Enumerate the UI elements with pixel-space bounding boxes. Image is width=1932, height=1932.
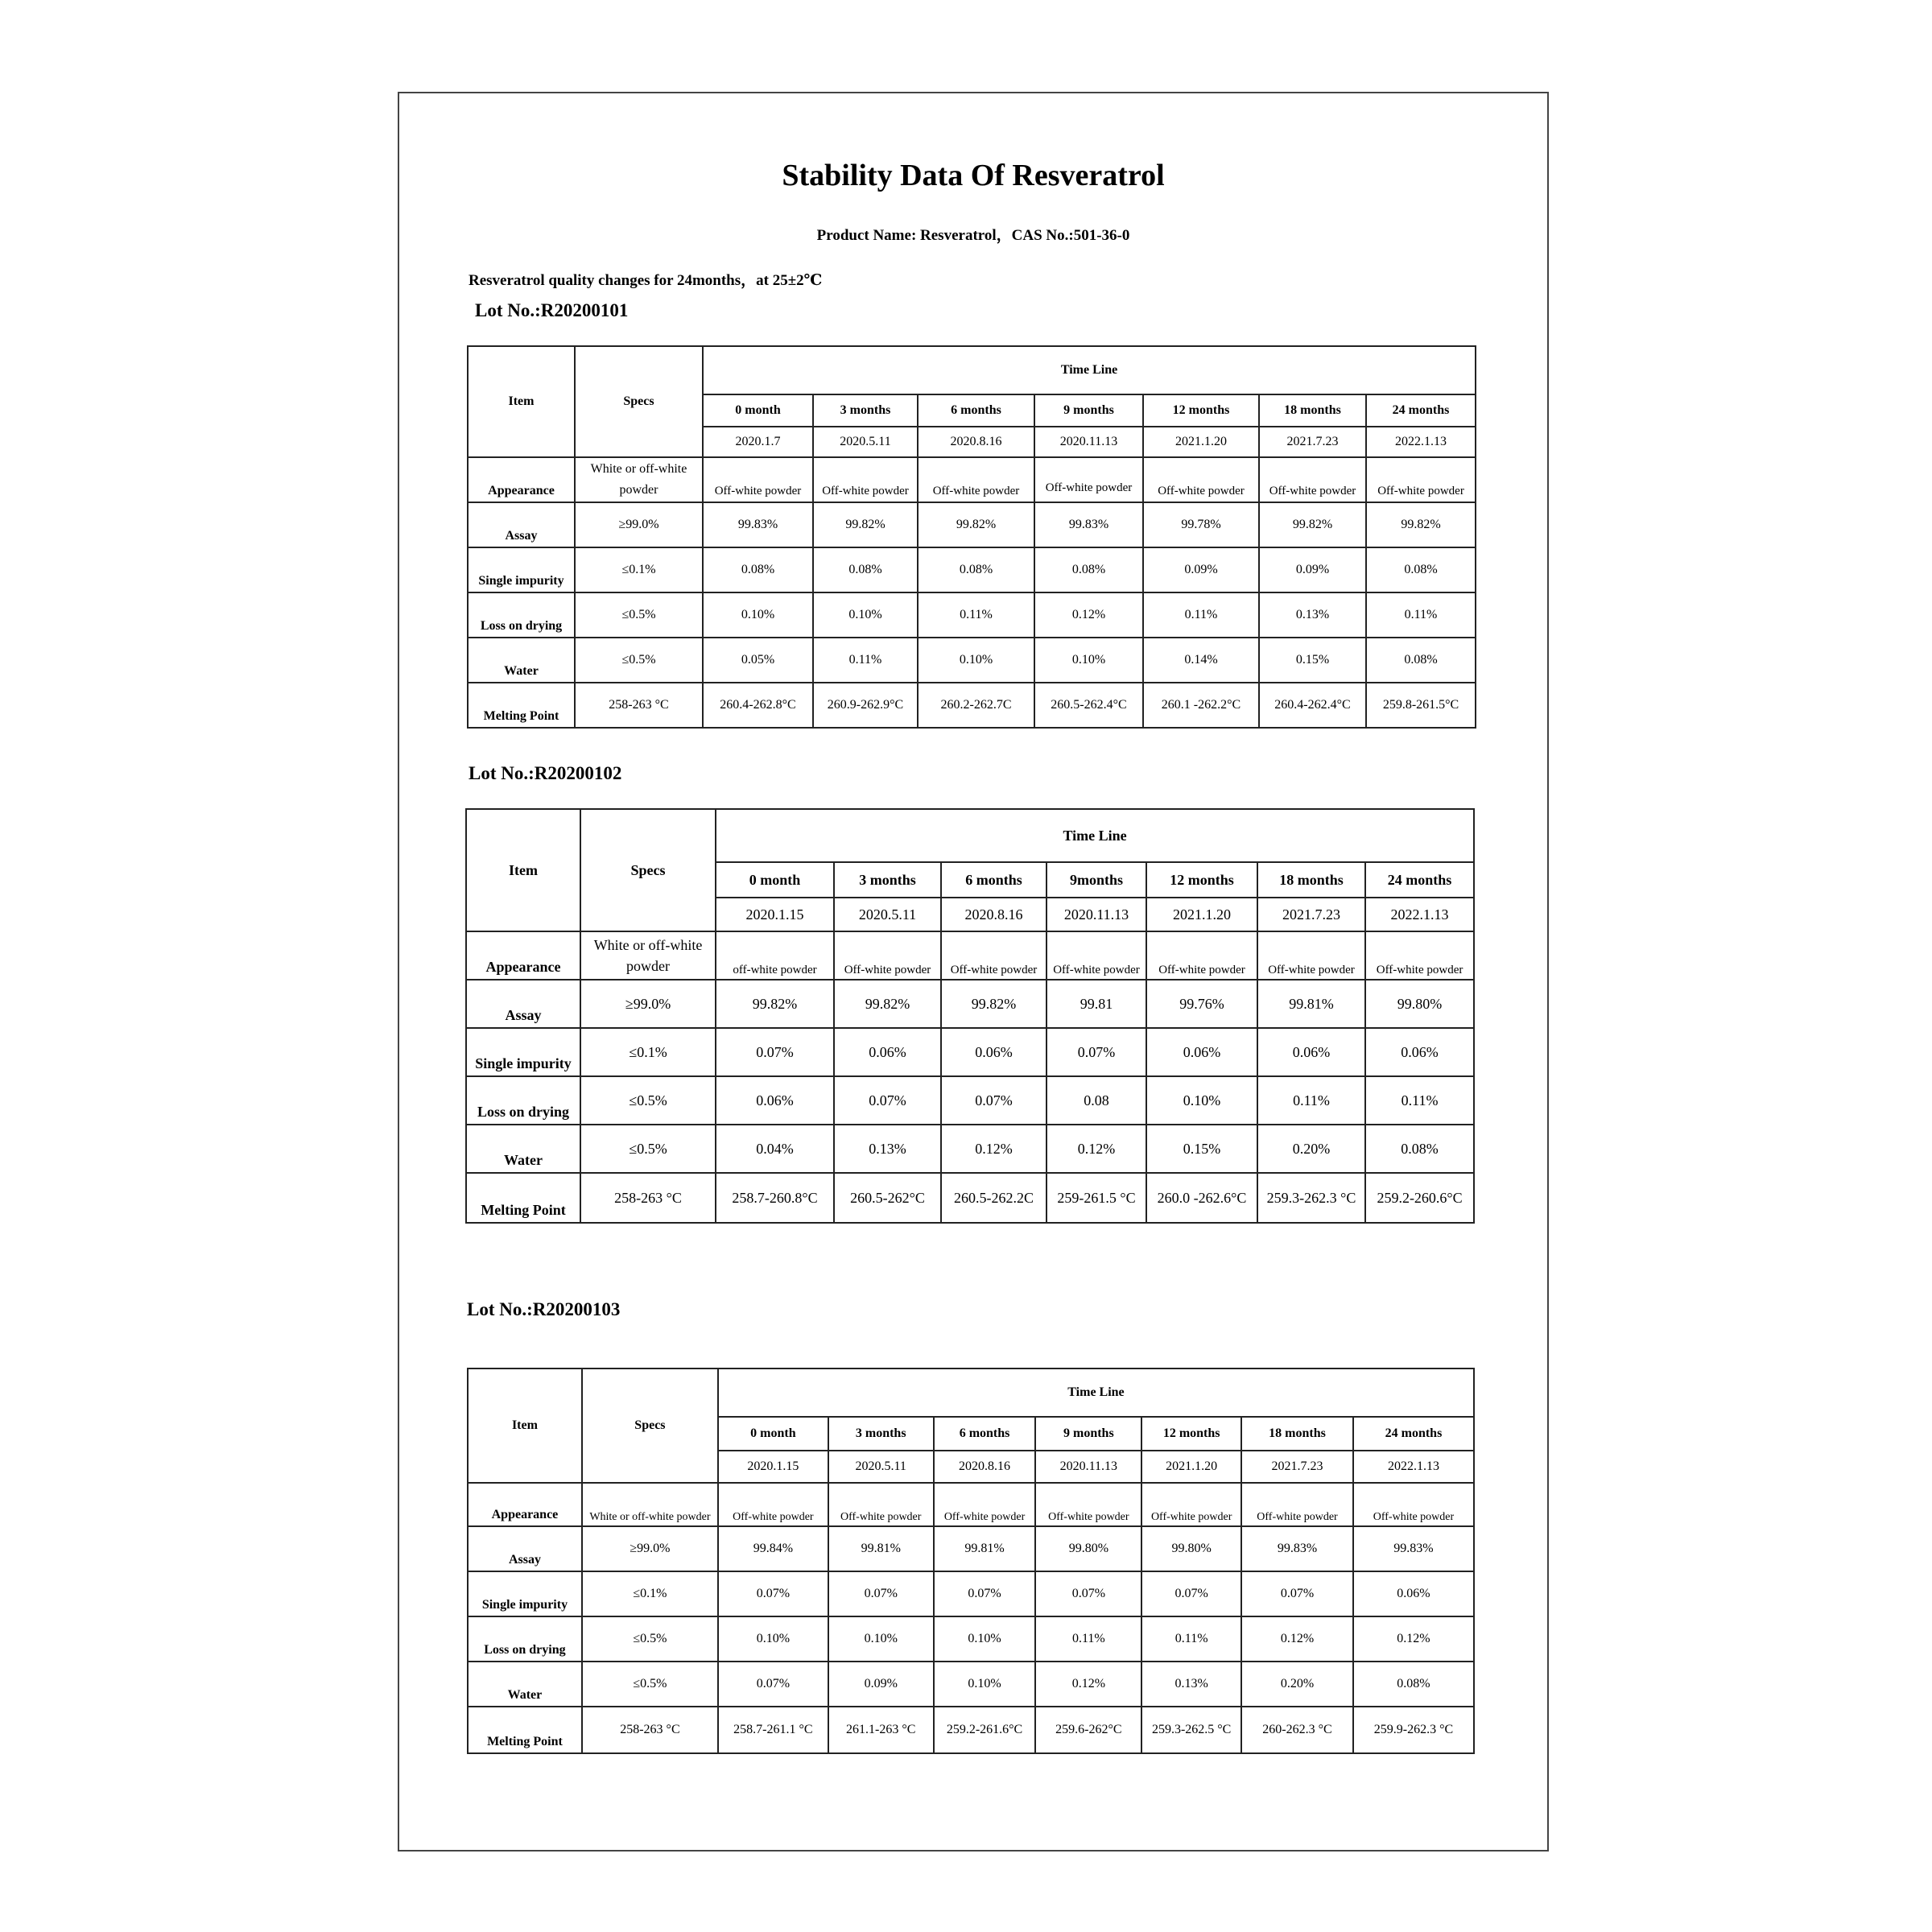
row-spec: ≤0.5% (580, 1076, 716, 1125)
result-cell: 0.08% (1366, 638, 1476, 683)
result-cell: 0.11% (918, 592, 1034, 638)
result-cell: 0.08% (1034, 547, 1143, 592)
result-cell: 0.07% (1046, 1028, 1146, 1076)
row-item-label: Single impurity (468, 1571, 582, 1616)
month-header: 12 months (1141, 1417, 1241, 1451)
result-cell: 0.07% (718, 1571, 828, 1616)
month-header: 6 months (918, 394, 1034, 427)
result-cell: 0.07% (1035, 1571, 1141, 1616)
result-cell: 260.5-262°C (834, 1173, 941, 1223)
test-date: 2021.7.23 (1257, 898, 1365, 931)
row-spec: ≤0.5% (575, 638, 703, 683)
row-spec: ≥99.0% (582, 1526, 718, 1571)
result-cell: 260.5-262.2C (941, 1173, 1046, 1223)
time-line-header: Time Line (703, 346, 1476, 394)
stability-table-lot-1 (467, 345, 1476, 729)
result-cell: 99.76% (1146, 980, 1257, 1028)
result-cell: 99.83% (1353, 1526, 1474, 1571)
result-cell: 0.12% (1046, 1125, 1146, 1173)
result-cell: 99.83% (1034, 502, 1143, 547)
row-spec: ≤0.1% (580, 1028, 716, 1076)
result-cell: Off-white powder (1046, 931, 1146, 980)
test-date: 2020.5.11 (813, 427, 918, 457)
row-spec: 258-263 °C (575, 683, 703, 728)
result-cell: 259.9-262.3 °C (1353, 1707, 1474, 1753)
month-header: 3 months (813, 394, 918, 427)
table-row (468, 547, 1476, 592)
result-cell: 0.11% (1141, 1616, 1241, 1662)
result-cell: 259.2-261.6°C (934, 1707, 1036, 1753)
result-cell: 0.12% (1241, 1616, 1353, 1662)
result-cell: 99.81 (1046, 980, 1146, 1028)
result-cell: Off-white powder (918, 457, 1034, 502)
result-cell: 0.10% (918, 638, 1034, 683)
result-cell: 99.83% (1241, 1526, 1353, 1571)
row-item-label: Assay (466, 980, 580, 1028)
result-cell: 0.11% (813, 638, 918, 683)
result-cell: 0.11% (1257, 1076, 1365, 1125)
result-cell: Off-white powder (934, 1483, 1036, 1526)
result-cell: 99.82% (1366, 502, 1476, 547)
result-cell: 0.20% (1241, 1662, 1353, 1707)
result-cell: 260.1 -262.2°C (1143, 683, 1259, 728)
result-cell: 0.13% (834, 1125, 941, 1173)
time-line-header: Time Line (716, 809, 1474, 862)
result-cell: 260-262.3 °C (1241, 1707, 1353, 1753)
result-cell: Off-white powder (1146, 931, 1257, 980)
result-cell: 99.82% (813, 502, 918, 547)
month-header: 18 months (1257, 862, 1365, 898)
table-row (468, 1662, 1474, 1707)
month-header: 18 months (1259, 394, 1366, 427)
result-cell: 0.05% (703, 638, 813, 683)
result-cell: 259.6-262°C (1035, 1707, 1141, 1753)
result-cell: 0.12% (1035, 1662, 1141, 1707)
row-item-label: Loss on drying (468, 1616, 582, 1662)
row-spec: ≤0.1% (575, 547, 703, 592)
row-item-label: Water (468, 1662, 582, 1707)
table-row (466, 1173, 1474, 1223)
result-cell: 260.0 -262.6°C (1146, 1173, 1257, 1223)
result-cell: 0.11% (1035, 1616, 1141, 1662)
result-cell: 0.08% (1366, 547, 1476, 592)
result-cell: Off-white powder (1143, 457, 1259, 502)
test-date: 2020.8.16 (941, 898, 1046, 931)
result-cell: 0.13% (1141, 1662, 1241, 1707)
result-cell: Off-white powder (703, 457, 813, 502)
table-row (468, 1483, 1474, 1526)
table-row (466, 1076, 1474, 1125)
result-cell: 260.2-262.7C (918, 683, 1034, 728)
result-cell: 0.20% (1257, 1125, 1365, 1173)
result-cell: 0.07% (934, 1571, 1036, 1616)
result-cell: Off-white powder (718, 1483, 828, 1526)
result-cell: 0.06% (1353, 1571, 1474, 1616)
result-cell: 99.81% (828, 1526, 934, 1571)
result-cell: 99.80% (1365, 980, 1474, 1028)
result-cell: 0.07% (716, 1028, 834, 1076)
result-cell: Off-white powder (1353, 1483, 1474, 1526)
result-cell: 259.2-260.6°C (1365, 1173, 1474, 1223)
result-cell: 0.10% (1034, 638, 1143, 683)
row-item-label: Melting Point (468, 683, 575, 728)
result-cell: 0.06% (941, 1028, 1046, 1076)
result-cell: Off-white powder (1366, 457, 1476, 502)
result-cell: 0.06% (716, 1076, 834, 1125)
result-cell: 99.82% (716, 980, 834, 1028)
document-page (398, 92, 1549, 1852)
result-cell: Off-white powder (1259, 457, 1366, 502)
result-cell: 99.78% (1143, 502, 1259, 547)
test-date: 2020.8.16 (934, 1451, 1036, 1483)
item-header: Item (468, 1368, 582, 1483)
row-spec: White or off-white powder (575, 457, 703, 502)
test-date: 2021.7.23 (1259, 427, 1366, 457)
result-cell: 0.08% (1353, 1662, 1474, 1707)
result-cell: 0.10% (718, 1616, 828, 1662)
table-row (468, 683, 1476, 728)
result-cell: 0.12% (1034, 592, 1143, 638)
result-cell: 99.81% (934, 1526, 1036, 1571)
month-header: 3 months (834, 862, 941, 898)
result-cell: Off-white powder (1241, 1483, 1353, 1526)
month-header: 12 months (1146, 862, 1257, 898)
test-date: 2020.1.15 (716, 898, 834, 931)
test-date: 2022.1.13 (1366, 427, 1476, 457)
result-cell: 0.07% (941, 1076, 1046, 1125)
month-header: 24 months (1353, 1417, 1474, 1451)
lot-title-2: Lot No.:R20200102 (469, 763, 622, 783)
result-cell: 99.82% (941, 980, 1046, 1028)
result-cell: 0.10% (1146, 1076, 1257, 1125)
row-item-label: Appearance (466, 931, 580, 980)
result-cell: Off-white powder (813, 457, 918, 502)
result-cell: off-white powder (716, 931, 834, 980)
result-cell: 0.08 (1046, 1076, 1146, 1125)
row-spec: 258-263 °C (582, 1707, 718, 1753)
row-spec: ≤0.5% (582, 1616, 718, 1662)
result-cell: 260.5-262.4°C (1034, 683, 1143, 728)
test-date: 2022.1.13 (1353, 1451, 1474, 1483)
result-cell: 0.07% (718, 1662, 828, 1707)
result-cell: 0.04% (716, 1125, 834, 1173)
result-cell: 0.06% (834, 1028, 941, 1076)
test-date: 2020.1.7 (703, 427, 813, 457)
specs-header: Specs (582, 1368, 718, 1483)
product-line: Product Name: Resveratrol，CAS No.:501-36-0 (816, 227, 1130, 244)
result-cell: 0.10% (934, 1616, 1036, 1662)
row-item-label: Assay (468, 502, 575, 547)
result-cell: 258.7-260.8°C (716, 1173, 834, 1223)
specs-header: Specs (575, 346, 703, 457)
item-header: Item (468, 346, 575, 457)
result-cell: 99.80% (1141, 1526, 1241, 1571)
result-cell: 99.84% (718, 1526, 828, 1571)
row-spec: ≤0.1% (582, 1571, 718, 1616)
month-header: 6 months (934, 1417, 1036, 1451)
result-cell: 0.08% (813, 547, 918, 592)
result-cell: 259.3-262.3 °C (1257, 1173, 1365, 1223)
result-cell: 0.11% (1366, 592, 1476, 638)
row-spec: ≤0.5% (580, 1125, 716, 1173)
test-date: 2021.1.20 (1146, 898, 1257, 931)
row-spec: ≥99.0% (580, 980, 716, 1028)
item-header: Item (466, 809, 580, 931)
result-cell: 0.08% (703, 547, 813, 592)
month-header: 0 month (716, 862, 834, 898)
storage-condition: Resveratrol quality changes for 24months，at 25±2℃ (469, 272, 823, 289)
row-item-label: Assay (468, 1526, 582, 1571)
header-row (466, 809, 1474, 862)
row-item-label: Appearance (468, 1483, 582, 1526)
table-row (466, 980, 1474, 1028)
row-item-label: Appearance (468, 457, 575, 502)
result-cell: 99.81% (1257, 980, 1365, 1028)
table-row (466, 931, 1474, 980)
month-header: 6 months (941, 862, 1046, 898)
result-cell: 0.11% (1143, 592, 1259, 638)
test-date: 2020.11.13 (1046, 898, 1146, 931)
stability-table-lot-2 (465, 808, 1475, 1224)
result-cell: 0.12% (941, 1125, 1046, 1173)
result-cell: 259-261.5 °C (1046, 1173, 1146, 1223)
month-header: 24 months (1365, 862, 1474, 898)
result-cell: 0.07% (1241, 1571, 1353, 1616)
result-cell: Off-white powder (1257, 931, 1365, 980)
row-spec: White or off-white powder (582, 1483, 718, 1526)
result-cell: 0.06% (1146, 1028, 1257, 1076)
result-cell: 0.07% (1141, 1571, 1241, 1616)
test-date: 2021.7.23 (1241, 1451, 1353, 1483)
month-header: 0 month (703, 394, 813, 427)
lot-title-1: Lot No.:R20200101 (475, 300, 629, 320)
result-cell: Off-white powder (828, 1483, 934, 1526)
row-item-label: Single impurity (468, 547, 575, 592)
result-cell: 0.08% (1365, 1125, 1474, 1173)
result-cell: 0.09% (828, 1662, 934, 1707)
result-cell: Off-white powder (834, 931, 941, 980)
month-header: 9 months (1035, 1417, 1141, 1451)
test-date: 2020.8.16 (918, 427, 1034, 457)
month-header: 3 months (828, 1417, 934, 1451)
result-cell: 258.7-261.1 °C (718, 1707, 828, 1753)
result-cell: 0.09% (1143, 547, 1259, 592)
result-cell: 259.3-262.5 °C (1141, 1707, 1241, 1753)
result-cell: 0.06% (1365, 1028, 1474, 1076)
result-cell: Off-white powder (1365, 931, 1474, 980)
month-header: 18 months (1241, 1417, 1353, 1451)
table-row (468, 592, 1476, 638)
row-item-label: Water (466, 1125, 580, 1173)
test-date: 2020.5.11 (834, 898, 941, 931)
result-cell: Off-white powder (1034, 457, 1143, 502)
row-spec: White or off-white powder (580, 931, 716, 980)
row-item-label: Loss on drying (466, 1076, 580, 1125)
header-row (468, 346, 1476, 394)
row-item-label: Water (468, 638, 575, 683)
table-row (468, 1616, 1474, 1662)
test-date: 2020.11.13 (1034, 427, 1143, 457)
result-cell: 0.10% (813, 592, 918, 638)
table-row (468, 1526, 1474, 1571)
result-cell: 0.14% (1143, 638, 1259, 683)
table-row (468, 457, 1476, 502)
result-cell: 99.82% (918, 502, 1034, 547)
time-line-header: Time Line (718, 1368, 1474, 1417)
result-cell: 99.83% (703, 502, 813, 547)
result-cell: 0.08% (918, 547, 1034, 592)
result-cell: 0.10% (703, 592, 813, 638)
result-cell: Off-white powder (1035, 1483, 1141, 1526)
test-date: 2020.1.15 (718, 1451, 828, 1483)
document-title: Stability Data Of Resveratrol (782, 159, 1165, 192)
row-item-label: Single impurity (466, 1028, 580, 1076)
result-cell: 0.09% (1259, 547, 1366, 592)
result-cell: 260.4-262.8°C (703, 683, 813, 728)
result-cell: 99.82% (834, 980, 941, 1028)
table-row (468, 1707, 1474, 1753)
result-cell: 99.80% (1035, 1526, 1141, 1571)
result-cell: 0.07% (828, 1571, 934, 1616)
table-row (468, 502, 1476, 547)
result-cell: 0.15% (1146, 1125, 1257, 1173)
table-row (468, 1571, 1474, 1616)
row-spec: ≤0.5% (575, 592, 703, 638)
result-cell: 0.06% (1257, 1028, 1365, 1076)
result-cell: 260.4-262.4°C (1259, 683, 1366, 728)
lot-title-3: Lot No.:R20200103 (467, 1299, 621, 1319)
result-cell: 0.12% (1353, 1616, 1474, 1662)
month-header: 12 months (1143, 394, 1259, 427)
row-spec: ≥99.0% (575, 502, 703, 547)
result-cell: 0.10% (934, 1662, 1036, 1707)
row-item-label: Melting Point (466, 1173, 580, 1223)
result-cell: 261.1-263 °C (828, 1707, 934, 1753)
test-date: 2020.11.13 (1035, 1451, 1141, 1483)
month-header: 9 months (1034, 394, 1143, 427)
table-row (468, 638, 1476, 683)
table-row (466, 1125, 1474, 1173)
result-cell: Off-white powder (1141, 1483, 1241, 1526)
stability-table-lot-3 (467, 1368, 1475, 1754)
result-cell: 0.07% (834, 1076, 941, 1125)
table-row (466, 1028, 1474, 1076)
header-row (468, 1368, 1474, 1417)
result-cell: 0.11% (1365, 1076, 1474, 1125)
month-header: 0 month (718, 1417, 828, 1451)
month-header: 24 months (1366, 394, 1476, 427)
month-header: 9months (1046, 862, 1146, 898)
result-cell: Off-white powder (941, 931, 1046, 980)
result-cell: 0.15% (1259, 638, 1366, 683)
result-cell: 0.13% (1259, 592, 1366, 638)
result-cell: 260.9-262.9°C (813, 683, 918, 728)
result-cell: 0.10% (828, 1616, 934, 1662)
test-date: 2021.1.20 (1143, 427, 1259, 457)
test-date: 2020.5.11 (828, 1451, 934, 1483)
row-item-label: Melting Point (468, 1707, 582, 1753)
result-cell: 259.8-261.5°C (1366, 683, 1476, 728)
row-item-label: Loss on drying (468, 592, 575, 638)
row-spec: 258-263 °C (580, 1173, 716, 1223)
row-spec: ≤0.5% (582, 1662, 718, 1707)
test-date: 2022.1.13 (1365, 898, 1474, 931)
specs-header: Specs (580, 809, 716, 931)
result-cell: 99.82% (1259, 502, 1366, 547)
test-date: 2021.1.20 (1141, 1451, 1241, 1483)
